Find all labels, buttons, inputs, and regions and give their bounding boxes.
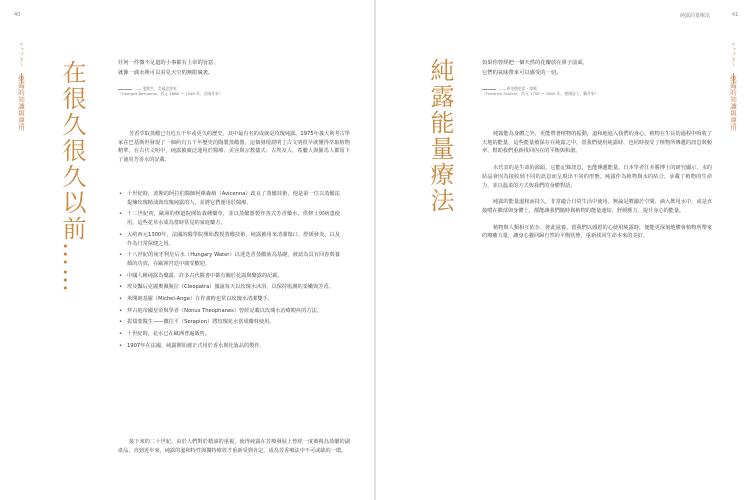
- epigraph-quote: [118, 58, 348, 78]
- bullet-item: [118, 231, 340, 248]
- paragraph: 接下來的二十世紀，由於人們對於精油的重視，使得純露在芳療發展上曾經一度被視為蒸餾的副產品，直到近年來，純露的溫和特性與獨特療效才重新受到肯定，成為芳香療法中不可或缺的一環。: [118, 439, 350, 454]
- closing-paragraph: [118, 438, 350, 455]
- section-title: 純露能量療法: [426, 58, 454, 214]
- bullet-text: 十世紀時，波斯的阿拉伯醫師阿維森納（Avicenna）改良了蒸餾技術，他是第一位以蒸餾法提煉玫瑰精油與玫瑰純露的人，並將它們運用於醫療。: [127, 191, 340, 206]
- bullet-item: [118, 283, 340, 292]
- bullet-dot-icon: •: [119, 191, 123, 197]
- intro-paragraph: [118, 130, 350, 165]
- bullet-item: [118, 272, 340, 281]
- epigraph-quote: [482, 58, 712, 78]
- paragraph: 水代表的是生命的源頭，它能記錄訊息，也能傳遞能量。日本學者江本勝博士的研究顯示，水的結晶會因為接收到不同的訊息而呈現出不同的形態。純露作為植物與水的結合，承載了植物的生命力，並以溫柔的方式與我們的身體對話。: [482, 165, 712, 189]
- quote-line: 任何一件微不足道的小事都有上帝的旨意，: [118, 60, 219, 66]
- quote-line: 如果你曾經把一個天然的花瓣放在鼻子前面，: [482, 60, 588, 66]
- body-text-column: [482, 130, 712, 241]
- right-page: [376, 0, 750, 500]
- bullet-dot-icon: •: [119, 342, 123, 349]
- chapter-tag-label: チャプター: [730, 42, 736, 67]
- attribution-dash: [482, 89, 496, 90]
- bullet-text: 十二世紀初，歐洲的修道院開始栽種藥草，並以蒸餾器製作各式芳香藥水，供修士與病患使用，這些花草水成為當時常見的家庭藥方。: [127, 211, 340, 227]
- attribution-dash: [118, 89, 132, 90]
- bullet-text: 十八世紀的匈牙利皇后水（Hungary Water）以迷迭香蒸餾液為基礎，被認為具有回春與養顏的功效，在歐洲宮廷中廣受歡迎。: [127, 252, 340, 267]
- page-number: 40: [14, 12, 21, 18]
- history-bullet-list: [118, 190, 340, 354]
- bullet-dot-icon: •: [119, 231, 123, 238]
- bullet-dot-icon: •: [119, 296, 123, 303]
- bullet-dot-icon: •: [119, 331, 123, 338]
- bullet-text: 十世紀時，花水已在歐洲普遍販售。: [127, 331, 211, 338]
- page-number: 41: [732, 12, 739, 18]
- chapter-side-title: 純露的知識與運用: [17, 75, 25, 131]
- attribution-line: （Georges Bernanos，西元 1888 ～ 1948 年，法國作家）: [118, 91, 223, 96]
- bullet-item: [118, 318, 340, 327]
- bullet-item: [118, 295, 340, 304]
- bullet-dot-icon: •: [119, 211, 123, 218]
- bullet-item: [118, 251, 340, 268]
- bullet-text: 埃及豔后克麗奧佩脫拉（Cleopatra）據說每天以玫瑰水沐浴，以保持肌膚的柔嫩與芳香。: [127, 284, 334, 291]
- bullet-item: [118, 307, 340, 316]
- bullet-item: [118, 210, 340, 227]
- attribution-line: ——愛默生，美國思想家: [135, 86, 177, 91]
- bullet-text: 米開朗基羅（Michel-Ange）在作畫時也常以玫瑰水清潔雙手。: [127, 296, 273, 303]
- quote-line: 就像一滴水裡可以看見天空的無限廣袤。: [118, 70, 214, 76]
- bullet-item: [118, 342, 340, 351]
- bullet-dot-icon: •: [119, 252, 123, 259]
- quote-attribution: [118, 86, 348, 96]
- bullet-text: 1907年在法國，純露開始被正式用於香水與化妝品的製作。: [127, 342, 265, 349]
- bullet-dot-icon: •: [119, 307, 123, 314]
- bullet-dot-icon: •: [119, 272, 123, 279]
- paragraph: 植物與人類相互依存、彼此滋養。當我們以感恩的心使用純露時，便能更深刻地體會植物所帶來的療癒力量，讓身心靈回歸自然的平衡狀態，重新找回生命本來的美好。: [482, 224, 712, 240]
- attribution-line: ——弗里德里希・席勒: [499, 86, 537, 91]
- quote-line: 它們的氣味帶來可以感受的一切。: [482, 70, 562, 76]
- running-head: 純露的量療法: [680, 13, 711, 19]
- bullet-item: [118, 190, 340, 207]
- chapter-tag-label: チャプター: [18, 42, 24, 67]
- paragraph: 純露能為身體之外，更能帶著植物的振動，溫和地進入我們的身心。植物在生長的過程中吸收了天地的能量，這些能量被保存在純露之中。當我們使用純露時，也同時接受了植物所傳遞的訊息與頻率，幫助我們重新找回內在的平衡與和諧。: [482, 131, 712, 155]
- bullet-text: 大約西元1300年，法國的醫學院開始教授蒸餾技術，純露被用來清潔傷口、舒緩發炎，以及作為日常保健之用。: [127, 231, 340, 247]
- bullet-dot-icon: •: [119, 319, 123, 326]
- paragraph: 純露的能量溫和而持久，非常適合日常生活中使用。無論是噴灑於空間、滴入飲用水中，或是直接噴在臉部與身體上，都能讓我們隨時與植物的能量連結，舒緩壓力，提升身心的能量。: [482, 199, 712, 214]
- bullet-text: 拔瑞蒙醫生——撒拉平（Serapion）將玫瑰花水當成藥材使用。: [127, 319, 275, 326]
- attribution-line: （Friedrich Schiller，西元 1759 ～ 1805 年，德國詩人、劇作家）: [482, 91, 599, 96]
- bullet-item: [118, 330, 340, 339]
- bullet-dot-icon: •: [119, 284, 123, 291]
- bullet-text: 中國人稱純露為藥露，許多古代醫書中都有關於花露與藥露的記載。: [127, 272, 283, 279]
- chapter-side-title: 純露的知識與運用: [729, 75, 737, 131]
- bullet-text: 拜占庭帝國皇帝與學者（Nonus Theophanes）曾經記載以玫瑰水治療眼疾的方法。: [127, 307, 322, 314]
- left-page: [0, 0, 374, 500]
- paragraph: 芳香萃取蒸餾已有近五千年或更久的歷史，其中最有名的成就是玫瑰純露。1975年義大利考古學家在巴基斯坦發現了一個約有五千年歷史的陶製蒸餾器，這個發現證明了古文明很早就懂得萃取植物精華。在古代文明中，純露被廣泛運用於醫療、美容與宗教儀式；古埃及人、希臘人與羅馬人都留下了使用芳香水的記載。: [118, 131, 350, 164]
- section-title: 在很久很久以前……: [58, 60, 86, 294]
- quote-attribution: [482, 86, 712, 96]
